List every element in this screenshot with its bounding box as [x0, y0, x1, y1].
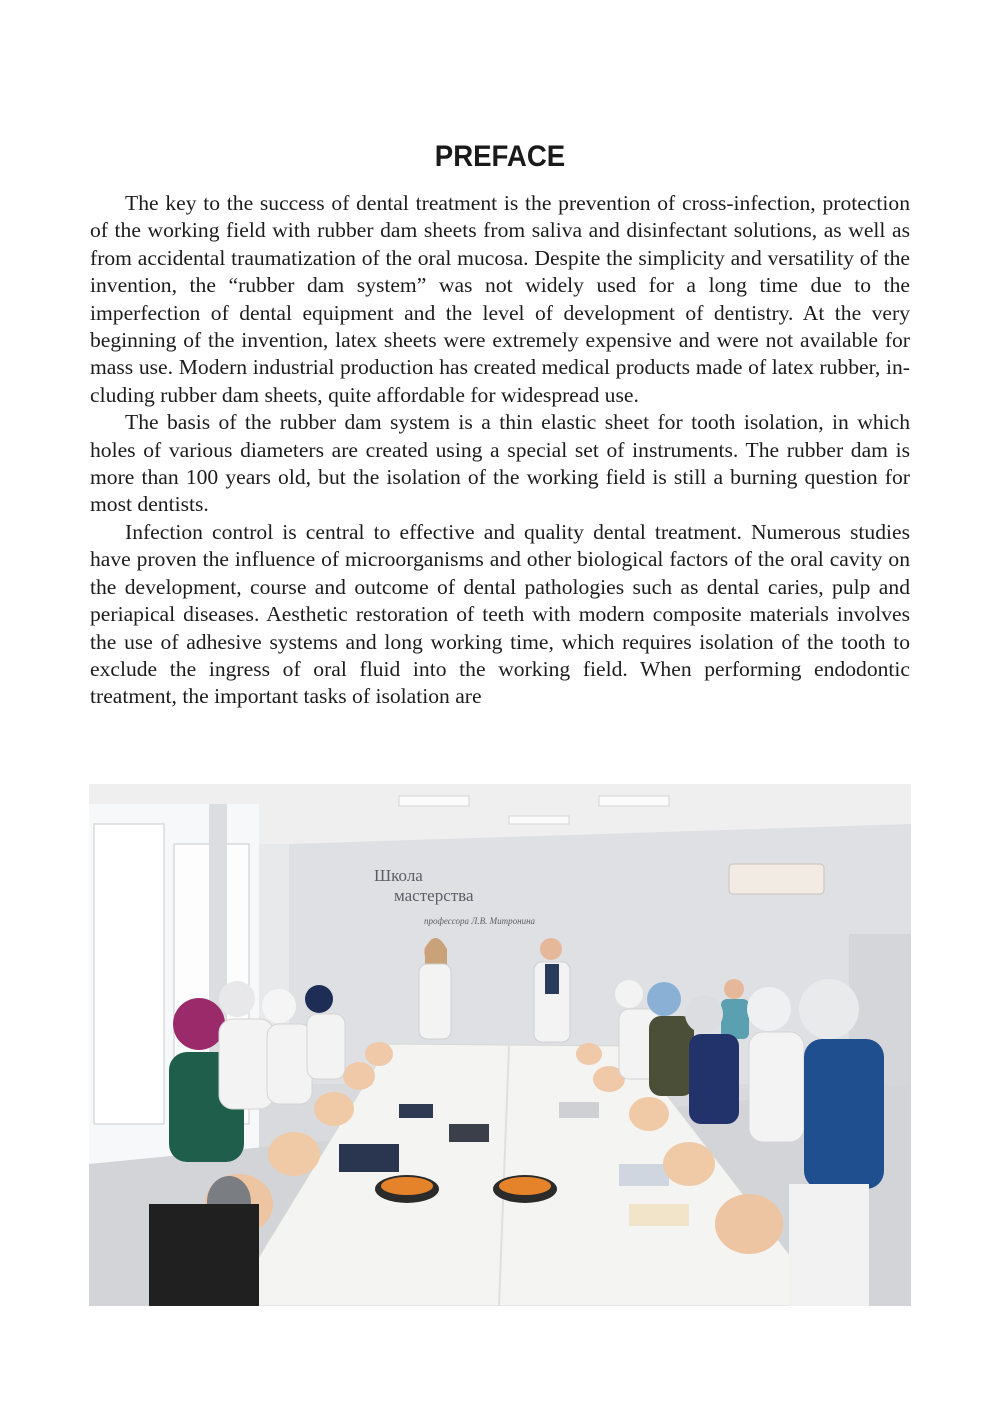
- paragraph-3: Infection control is central to effective and quality dental treatment. Numerous studies have proven the influence of microorganisms and other biological factors of the oral cavity on the development, course and outcome of dental pathologies such as dental caries, pulp and periapical diseases. Aesthetic restoration of teeth with modern composite materials involves the use of adhesive systems and long working time, which requires isolation of the tooth to exclude the ingress of oral fluid into the working field. When performing endodontic treatment, the important tasks of isolation are: [90, 519, 910, 709]
- page-title: PREFACE: [434, 140, 566, 173]
- wall-sign-line2: мастерства: [394, 886, 474, 905]
- paragraph-1: The key to the success of dental treatment is the prevention of cross-infection, protection of the working field with rubber dam sheets from saliva and disinfectant solutions, as well as from accidental traumatization of the oral mucosa. Despite the simplicity and versatility of the invention, the “rubber dam system” was not widely used for a long time due to the imperfection of dental equipment and the level of development of dentistry. At the very beginning of the invention, latex sheets were extremely expensive and were not available for mass use. Modern industrial production has created medical products made of latex rubber, including rubber dam sheets, quite affordable for widespread use.: [90, 191, 910, 407]
- paragraph-2: The basis of the rubber dam system is a thin elastic sheet for tooth isolation, in which holes of various diameters are created using a special set of instruments. The rubber dam is more than 100 years old, but the isolation of the working field is still a burning question for most dentists.: [90, 410, 910, 517]
- classroom-photo: [89, 784, 911, 1306]
- preface-body: [90, 190, 910, 711]
- wall-sign-line1: Школа: [374, 866, 423, 885]
- classroom-photo-drawing: [89, 784, 911, 1306]
- wall-sign-line3: профессора Л.В. Митронина: [424, 916, 536, 926]
